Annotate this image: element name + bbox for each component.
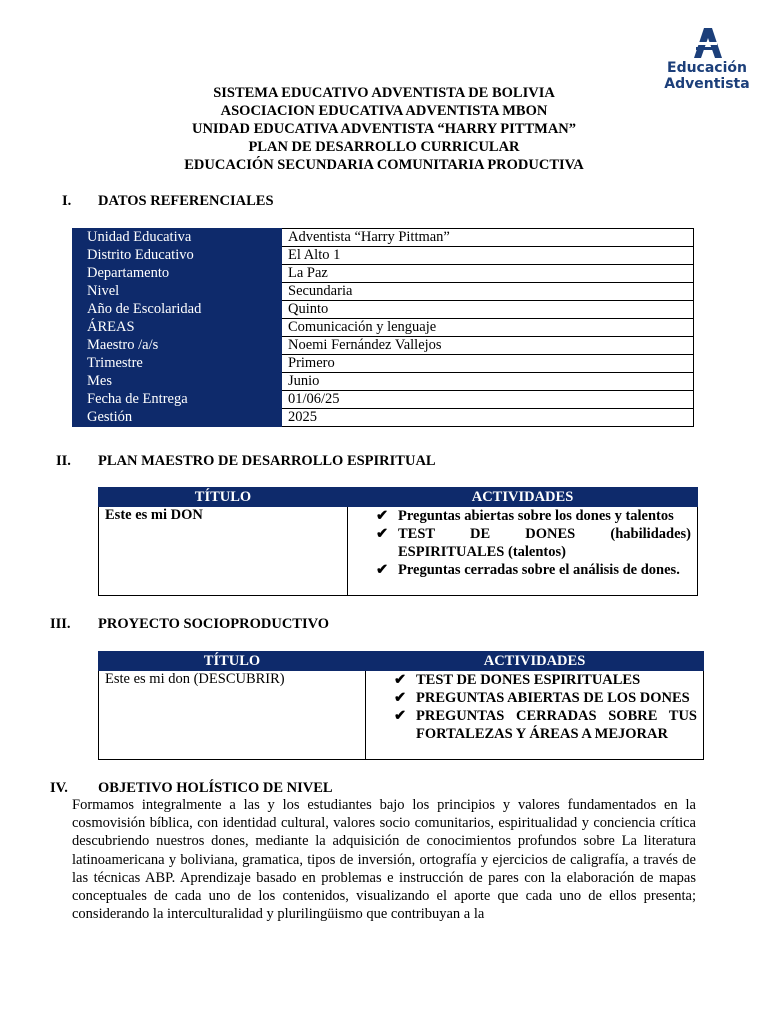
datos-label: ÁREAS [73, 319, 282, 337]
proyecto-actividades-cell [366, 671, 704, 760]
section-2-number: II. [56, 453, 71, 469]
actividad-item [374, 561, 691, 579]
actividad-item [392, 689, 697, 707]
datos-label: Nivel [73, 283, 282, 301]
adventista-logo-icon [690, 26, 724, 60]
datos-referenciales-table [72, 228, 694, 427]
datos-value: Quinto [282, 301, 694, 319]
datos-value: Comunicación y lenguaje [282, 319, 694, 337]
datos-value: Adventista “Harry Pittman” [282, 229, 694, 247]
datos-value: 01/06/25 [282, 391, 694, 409]
section-1-title: DATOS REFERENCIALES [98, 193, 274, 209]
datos-value: El Alto 1 [282, 247, 694, 265]
proyecto-titulo-cell: Este es mi don (DESCUBRIR) [99, 671, 366, 760]
checkmark-icon: ✔ [394, 690, 407, 706]
datos-value: Secundaria [282, 283, 694, 301]
datos-row [73, 265, 694, 283]
actividad-item [392, 707, 697, 743]
section-3-number: III. [50, 616, 71, 632]
datos-value: Junio [282, 373, 694, 391]
datos-label: Distrito Educativo [73, 247, 282, 265]
checkmark-icon: ✔ [376, 508, 389, 524]
actividad-item [374, 507, 691, 525]
plan-actividades-cell [348, 507, 698, 596]
datos-label: Mes [73, 373, 282, 391]
actividad-text: Preguntas cerradas sobre el análisis de dones. [398, 562, 680, 578]
header-line: SISTEMA EDUCATIVO ADVENTISTA DE BOLIVIA [213, 85, 555, 101]
datos-label: Maestro /a/s [73, 337, 282, 355]
datos-value: Noemi Fernández Vallejos [282, 337, 694, 355]
plan-col-titulo-header: TÍTULO [99, 488, 348, 507]
section-1-number: I. [62, 193, 72, 209]
datos-row [73, 337, 694, 355]
datos-row [73, 355, 694, 373]
datos-row [73, 391, 694, 409]
datos-value: 2025 [282, 409, 694, 427]
actividad-text: TEST DE DONES (habilidades) ESPIRITUALES (talentos) [398, 526, 691, 560]
datos-row [73, 319, 694, 337]
datos-row [73, 409, 694, 427]
actividad-text: PREGUNTAS CERRADAS SOBRE TUS FORTALEZAS Y ÁREAS A MEJORAR [416, 708, 697, 742]
checkmark-icon: ✔ [376, 526, 389, 542]
section-4-title: OBJETIVO HOLÍSTICO DE NIVEL [98, 780, 333, 796]
checkmark-icon: ✔ [376, 562, 389, 578]
datos-label: Fecha de Entrega [73, 391, 282, 409]
datos-label: Año de Escolaridad [73, 301, 282, 319]
actividad-text: TEST DE DONES ESPIRITUALES [416, 672, 641, 688]
datos-value: Primero [282, 355, 694, 373]
plan-col-actividades-header: ACTIVIDADES [348, 488, 698, 507]
checkmark-icon: ✔ [394, 708, 407, 724]
section-4-number: IV. [50, 780, 68, 796]
checkmark-icon: ✔ [394, 672, 407, 688]
header-line: PLAN DE DESARROLLO CURRICULAR [248, 139, 520, 155]
header-line: ASOCIACION EDUCATIVA ADVENTISTA MBON [220, 103, 548, 119]
plan-actividades-list [374, 507, 691, 579]
header-line: UNIDAD EDUCATIVA ADVENTISTA “HARRY PITTMAN” [191, 121, 577, 137]
actividad-item [392, 671, 697, 689]
actividad-text: PREGUNTAS ABIERTAS DE LOS DONES [416, 690, 690, 706]
datos-label: Gestión [73, 409, 282, 427]
logo-text-line1: Educación [667, 60, 747, 76]
datos-row [73, 229, 694, 247]
actividad-text: Preguntas abiertas sobre los dones y talentos [398, 508, 674, 524]
objetivo-holistico-paragraph: Formamos integralmente a las y los estudiantes bajo los principios y valores fundamentados en la cosmovisión bíblica, con identidad cultural, valores socio comunitarios, espiritualidad y conciencia crítica descubriendo nuestros dones, mediante la adquisición de conocimientos profundos sobre La literatura latinoamericana y boliviana, gramatica, tipos de inversión, ortografía y ejercicios de caligrafía, a través de las técnicas ABP. Aprendizaje basado en problemas e instrucción de pares con la elaboración de mapas conceptuales de cada uno de los contenidos, visualizando el aporte que cada uno de ellos presenta; considerando la interculturalidad y plurilingüismo que contribuyan a la [72, 797, 696, 923]
datos-row [73, 247, 694, 265]
document-header [0, 84, 768, 174]
datos-label: Departamento [73, 265, 282, 283]
datos-label: Trimestre [73, 355, 282, 373]
proyecto-actividades-list [392, 671, 697, 743]
actividad-item [374, 525, 691, 561]
plan-titulo-cell: Este es mi DON [99, 507, 348, 596]
datos-row [73, 373, 694, 391]
logo-text-line2: Adventista [664, 76, 750, 92]
header-line: EDUCACIÓN SECUNDARIA COMUNITARIA PRODUCTIVA [184, 157, 584, 173]
datos-row [73, 283, 694, 301]
datos-label: Unidad Educativa [73, 229, 282, 247]
plan-espiritual-table [98, 487, 698, 596]
datos-value: La Paz [282, 265, 694, 283]
datos-row [73, 301, 694, 319]
proyecto-col-actividades-header: ACTIVIDADES [366, 652, 704, 671]
proyecto-socioproductivo-table [98, 651, 704, 760]
section-3-title: PROYECTO SOCIOPRODUCTIVO [98, 616, 330, 632]
section-2-title: PLAN MAESTRO DE DESARROLLO ESPIRITUAL [98, 453, 436, 469]
proyecto-col-titulo-header: TÍTULO [99, 652, 366, 671]
